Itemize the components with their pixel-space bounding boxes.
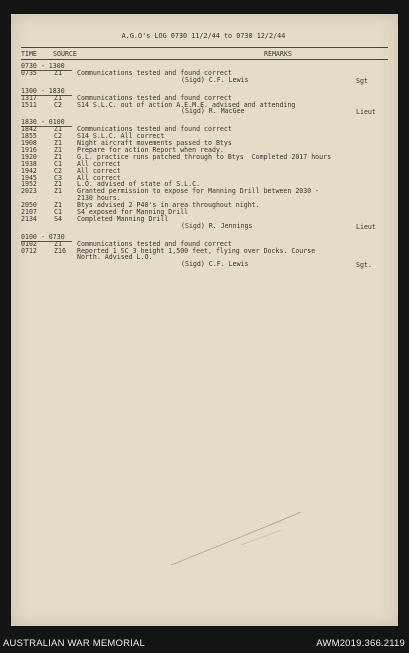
entry-remarks: 2130 hours. [77, 194, 121, 203]
entry-time: 2023 [21, 187, 37, 196]
entry-remarks: Btys advised 2 P40's in area throughout night. [77, 201, 260, 210]
entry-remarks: Prepare for action Report when ready. [77, 145, 224, 154]
entry-time: 1842 [21, 125, 37, 134]
entry-remarks: Completed Manning Drill [77, 214, 169, 223]
signature: (Sigd) C.F. Lewis [181, 75, 249, 84]
signature: (Sigd) C.F. Lewis [181, 260, 249, 269]
source-column-header: SOURCE [53, 50, 77, 58]
entry-source: C3 [54, 173, 62, 182]
signature-rank: Sgt. [356, 261, 372, 270]
entry-source: Z1 [54, 239, 62, 248]
log-title: A.G.O's LOG 0730 11/2/44 to 0730 12/2/44 [121, 32, 286, 40]
entry-remarks: S14 S.L.C. out of action A.E.M.E. advised and attending [77, 100, 296, 109]
entry-time: 0102 [21, 239, 37, 248]
entry-source: Z1 [54, 145, 62, 154]
entry-time: 1952 [21, 180, 37, 189]
entry-remarks: G.L. practice runs patched through to Btys Completed 2017 hours [77, 152, 332, 161]
entry-source: Z1 [54, 93, 62, 102]
entry-source: C1 [54, 208, 62, 216]
entry-remarks: S4 exposed for Manning Drill [77, 208, 189, 216]
entry-remarks: All correct [77, 166, 121, 175]
entry-remarks: Reported 1 SC 3 height 1,500 feet, flying over Docks. Course [77, 246, 316, 255]
entry-time: 1855 [21, 132, 37, 141]
entry-time: 0735 [21, 68, 37, 77]
entry-remarks: North. Advised L.O. [77, 253, 153, 262]
entry-time: 1942 [21, 166, 37, 175]
entry-time: 1317 [21, 93, 37, 102]
entry-time: 1916 [21, 145, 37, 154]
entry-source: Z1 [54, 187, 62, 196]
entry-time: 0712 [21, 246, 37, 255]
time-column-header: TIME [21, 50, 37, 58]
footer-right: AWM2019.366.2119 [316, 638, 405, 649]
entry-time: 2050 [21, 201, 37, 210]
signature: (Sigd) R. Jennings [181, 221, 253, 230]
entry-time: 1511 [21, 100, 37, 109]
period-heading: 1300 - 1830 [21, 86, 65, 95]
entry-time: 1908 [21, 139, 37, 147]
document-page [11, 14, 398, 626]
entry-source: C2 [54, 166, 62, 175]
entry-source: C2 [54, 100, 62, 109]
entry-source: Z1 [54, 68, 62, 77]
entry-time: 2107 [21, 208, 37, 216]
signature: (Sigd) R. MacGee [181, 107, 245, 116]
entry-remarks: L.O. advised of state of S.L.C. [77, 180, 201, 189]
entry-time: 1920 [21, 152, 37, 161]
title-rule [21, 47, 388, 48]
entry-source: Z1 [54, 180, 62, 189]
period-heading: 1830 - 0100 [21, 118, 65, 127]
entry-time: 2134 [21, 214, 37, 223]
remarks-column-header: REMARKS [264, 50, 292, 58]
signature-rank: Sgt [356, 76, 368, 85]
entry-source: C1 [54, 159, 62, 168]
period-heading: 0730 - 1300 [21, 62, 65, 70]
entry-remarks: Granted permission to expose for Manning Drill between 2030 - [77, 187, 320, 196]
entry-source: Z16 [54, 246, 66, 255]
signature-rank: Lieut [356, 108, 376, 117]
entry-source: Z1 [54, 152, 62, 161]
entry-remarks: S14 S.L.C. All correct [77, 132, 165, 141]
entry-source: Z1 [54, 125, 62, 134]
entry-source: S4 [54, 214, 62, 223]
period-heading: 0100 - 0730 [21, 232, 65, 241]
entry-time: 1938 [21, 159, 37, 168]
entry-remarks: Communications tested and found correct [77, 239, 232, 248]
entry-remarks: All correct [77, 159, 121, 168]
entry-remarks: Communications tested and found correct [77, 93, 232, 102]
footer-left: AUSTRALIAN WAR MEMORIAL [3, 638, 146, 649]
entry-source: Z1 [54, 139, 62, 147]
entry-source: C2 [54, 132, 62, 141]
entry-source: Z1 [54, 201, 62, 210]
entry-remarks: Communications tested and found correct [77, 125, 232, 134]
entry-remarks: Night aircraft movements passed to Btys [77, 139, 232, 147]
signature-rank: Lieut [356, 222, 376, 231]
entry-time: 1945 [21, 173, 37, 182]
entry-remarks: Communications tested and found correct [77, 68, 232, 77]
header-rule [21, 59, 388, 60]
entry-remarks: All correct [77, 173, 121, 182]
